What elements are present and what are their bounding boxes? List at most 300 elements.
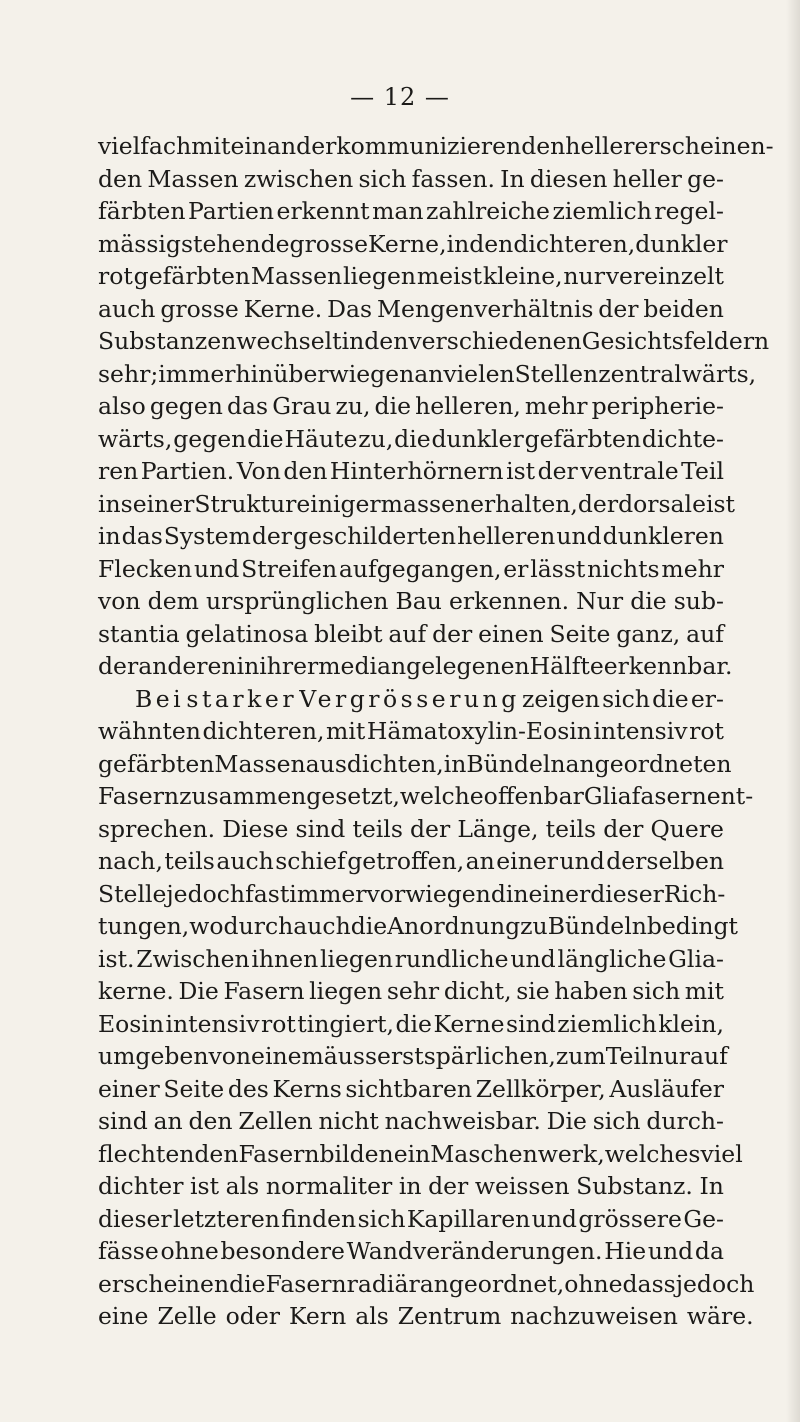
word: die bbox=[229, 1269, 266, 1298]
word: stehende bbox=[180, 229, 290, 258]
word: rot bbox=[98, 262, 133, 290]
word: sich bbox=[357, 1204, 406, 1233]
word: starker bbox=[186, 684, 298, 713]
text-line bbox=[98, 358, 757, 391]
word: Partien. bbox=[140, 457, 235, 485]
word: erkennt bbox=[276, 197, 370, 225]
word: ren bbox=[98, 457, 139, 485]
word: wechselt bbox=[236, 327, 342, 355]
text-line bbox=[98, 260, 724, 293]
word: Bei bbox=[135, 684, 185, 713]
word: auch bbox=[216, 847, 274, 875]
word: Bündeln bbox=[547, 912, 647, 940]
word: des bbox=[227, 1074, 269, 1103]
word: Zelle bbox=[157, 1302, 217, 1330]
word: Glia- bbox=[668, 944, 724, 973]
word: Seite bbox=[163, 1074, 225, 1103]
word: rot bbox=[689, 717, 724, 745]
word: dichte- bbox=[641, 424, 724, 453]
word: in bbox=[398, 1172, 422, 1200]
word: sehr bbox=[386, 977, 440, 1005]
word: als bbox=[225, 1172, 260, 1200]
word: dicht, bbox=[443, 977, 512, 1005]
word: einer bbox=[98, 1074, 160, 1103]
word: zu bbox=[520, 912, 548, 940]
word: ist bbox=[190, 1172, 220, 1200]
word: in bbox=[98, 522, 121, 550]
word: durch- bbox=[646, 1107, 724, 1135]
word: dass bbox=[622, 1269, 676, 1298]
word: welche bbox=[399, 782, 484, 810]
text-line bbox=[98, 1203, 724, 1236]
word: und bbox=[647, 1237, 694, 1265]
word: fast bbox=[245, 879, 290, 908]
word: Diese bbox=[222, 814, 289, 843]
word: dichteren, bbox=[202, 717, 325, 745]
word: nur bbox=[563, 262, 605, 290]
word: grosse bbox=[160, 294, 239, 323]
word: Nur bbox=[576, 587, 624, 615]
word: vorwiegend bbox=[366, 879, 506, 908]
word: fässe bbox=[98, 1237, 159, 1265]
text-line bbox=[98, 1008, 724, 1041]
word: jedoch bbox=[166, 879, 246, 908]
word: an bbox=[414, 359, 444, 388]
word: klein, bbox=[658, 1009, 724, 1038]
word: weissen bbox=[474, 1172, 570, 1200]
word: auch bbox=[293, 912, 351, 940]
word: helleren bbox=[457, 522, 556, 550]
word: an bbox=[153, 1107, 183, 1135]
word: in bbox=[341, 327, 365, 355]
word: zeigen bbox=[521, 684, 600, 713]
word: Grau bbox=[272, 392, 332, 420]
text-line bbox=[98, 390, 724, 423]
word: oder bbox=[225, 1302, 280, 1330]
word: der bbox=[251, 522, 293, 550]
text-line bbox=[98, 1300, 754, 1333]
word: haben bbox=[554, 977, 628, 1005]
word: zum bbox=[555, 1042, 606, 1070]
word: und bbox=[531, 1204, 577, 1233]
word: grössere bbox=[578, 1204, 682, 1233]
word: aufgegangen, bbox=[338, 554, 502, 583]
word: dunkler bbox=[635, 229, 728, 258]
word: In bbox=[500, 164, 525, 193]
word: in bbox=[446, 229, 470, 258]
word: Fasern bbox=[223, 977, 305, 1005]
word: normaliter bbox=[265, 1172, 393, 1200]
word: seiner bbox=[120, 489, 195, 518]
word: Zellkörper, bbox=[475, 1074, 606, 1103]
word: der bbox=[603, 814, 644, 843]
word: dichteren, bbox=[513, 229, 636, 258]
word: zu, bbox=[335, 392, 371, 420]
word: bedingt bbox=[646, 912, 738, 940]
word: Streifen bbox=[241, 554, 338, 583]
word: umgeben bbox=[98, 1042, 209, 1070]
word: mit bbox=[326, 717, 366, 745]
text-line bbox=[98, 1235, 724, 1268]
word: Häute bbox=[284, 424, 358, 453]
word: Die bbox=[546, 1107, 587, 1135]
word: stantia bbox=[98, 619, 180, 648]
word: sich bbox=[632, 977, 681, 1005]
word: Hämatoxylin-Eosin bbox=[366, 717, 592, 745]
word: wodurch bbox=[189, 912, 294, 940]
word: intensiv bbox=[165, 1009, 260, 1038]
word: heller bbox=[565, 132, 635, 160]
word: als bbox=[355, 1302, 389, 1330]
word: bilden bbox=[319, 1139, 394, 1168]
word: liegen bbox=[319, 944, 394, 973]
word: gegen bbox=[149, 392, 223, 420]
word: sprechen. bbox=[98, 814, 216, 843]
word: immer bbox=[289, 879, 367, 908]
text-line bbox=[98, 163, 724, 196]
word: die bbox=[350, 912, 388, 940]
text-line bbox=[98, 325, 770, 358]
word: und bbox=[510, 944, 556, 973]
word: er bbox=[503, 554, 529, 583]
word: den bbox=[188, 1107, 233, 1135]
text-line bbox=[98, 650, 733, 683]
word: ziemlich bbox=[557, 1009, 657, 1038]
word: erscheinen- bbox=[634, 132, 774, 160]
word: dem bbox=[147, 587, 199, 615]
text-line bbox=[98, 1268, 755, 1301]
word: teils bbox=[164, 847, 215, 875]
word: erscheinen bbox=[98, 1269, 230, 1298]
word: Zwischen bbox=[136, 944, 250, 973]
word: Von bbox=[236, 457, 281, 485]
word: Bündeln bbox=[466, 749, 566, 778]
word: zusammengesetzt, bbox=[179, 782, 400, 810]
word: radiär bbox=[346, 1269, 420, 1298]
word: Das bbox=[327, 294, 373, 323]
word: liegen bbox=[309, 977, 383, 1005]
word: Rich- bbox=[663, 879, 726, 908]
word: Fasern bbox=[98, 782, 180, 810]
text-line bbox=[98, 1105, 724, 1138]
text-line bbox=[98, 975, 724, 1008]
text-line bbox=[98, 1170, 724, 1203]
word: mehr bbox=[524, 392, 588, 420]
word: Gesichtsfeldern bbox=[581, 327, 770, 355]
word: ventrale bbox=[580, 457, 679, 485]
word: eine bbox=[98, 1302, 149, 1330]
word: und bbox=[194, 554, 240, 583]
word: Wandveränderungen. bbox=[346, 1237, 603, 1265]
word: helleren, bbox=[415, 392, 521, 420]
word: ursprünglichen bbox=[205, 587, 389, 615]
word: der bbox=[537, 457, 578, 485]
word: anderen bbox=[138, 652, 237, 680]
word: Quere bbox=[650, 814, 724, 843]
word: den bbox=[469, 229, 514, 258]
word: Ge- bbox=[683, 1204, 724, 1233]
word: vielfach bbox=[98, 132, 192, 160]
word: sich bbox=[358, 164, 407, 193]
word: spärlichen, bbox=[423, 1042, 556, 1070]
word: miteinander bbox=[191, 132, 337, 160]
word: fassen. bbox=[411, 164, 495, 193]
word: man bbox=[372, 197, 424, 225]
word: Partien bbox=[188, 197, 275, 225]
word: jedoch bbox=[675, 1269, 755, 1298]
word: Anordnung bbox=[387, 912, 521, 940]
word: mit bbox=[684, 977, 724, 1005]
word: teils bbox=[545, 814, 597, 843]
word: von bbox=[98, 587, 141, 615]
word: Massen bbox=[147, 164, 239, 193]
word: ganz, bbox=[616, 619, 681, 648]
word: sich bbox=[592, 1107, 641, 1135]
word: Struktur bbox=[194, 489, 297, 518]
word: da bbox=[694, 1237, 724, 1265]
word: den bbox=[98, 164, 143, 193]
word: an bbox=[465, 847, 495, 875]
word: sich bbox=[602, 684, 650, 713]
word: Die bbox=[178, 977, 219, 1005]
word: einem bbox=[251, 1042, 324, 1070]
word: das bbox=[226, 392, 269, 420]
word: ent- bbox=[706, 782, 754, 810]
word: aus bbox=[305, 749, 347, 778]
word: ihnen bbox=[251, 944, 319, 973]
word: verschiedenen bbox=[408, 327, 582, 355]
word: sie bbox=[516, 977, 550, 1005]
word: auch bbox=[98, 294, 156, 323]
word: Mengenverhältnis bbox=[376, 294, 594, 323]
text-line bbox=[98, 780, 754, 813]
word: und bbox=[559, 847, 605, 875]
word: beiden bbox=[643, 294, 724, 323]
word: Vergrösserung bbox=[299, 684, 520, 713]
word: letzteren bbox=[173, 1204, 280, 1233]
word: nachweisbar. bbox=[384, 1107, 541, 1135]
word: kleine, bbox=[482, 262, 563, 290]
word: Massen bbox=[214, 749, 306, 778]
word: dunkler bbox=[431, 424, 524, 453]
word: grosse bbox=[289, 229, 368, 258]
word: nur bbox=[648, 1042, 691, 1070]
text-line bbox=[98, 423, 724, 456]
word: einer bbox=[496, 847, 558, 875]
word: ihrer bbox=[259, 652, 319, 680]
word: nach, bbox=[98, 847, 163, 875]
word: Massen bbox=[250, 262, 343, 290]
word: Kerns bbox=[272, 1074, 342, 1103]
text-line bbox=[98, 1073, 724, 1106]
word: gefärbten bbox=[98, 749, 215, 778]
word: schief bbox=[275, 847, 346, 875]
text-line bbox=[98, 455, 724, 488]
word: erkennbar. bbox=[603, 652, 733, 680]
word: ist bbox=[705, 489, 736, 518]
page-edge-shadow bbox=[786, 0, 800, 1422]
word: gelegenen bbox=[406, 652, 530, 680]
word: dorsale bbox=[618, 489, 706, 518]
word: mässig bbox=[98, 229, 181, 258]
page-number: — 12 — bbox=[350, 83, 450, 111]
word: lässt bbox=[530, 554, 586, 583]
word: das bbox=[121, 522, 163, 550]
text-line bbox=[98, 910, 738, 943]
word: angeordneten bbox=[565, 749, 732, 778]
word: regel- bbox=[654, 197, 724, 225]
word: intensiv bbox=[593, 717, 688, 745]
word: sehr; bbox=[98, 359, 159, 388]
word: vereinzelt bbox=[605, 262, 724, 290]
word: der bbox=[410, 814, 451, 843]
word: in bbox=[443, 749, 467, 778]
word: Bau bbox=[395, 587, 442, 615]
word: ziemlich bbox=[552, 197, 652, 225]
word: getroffen, bbox=[347, 847, 465, 875]
word: Stelle bbox=[98, 879, 167, 908]
word: Fasern bbox=[238, 1139, 320, 1168]
word: gefärbten bbox=[133, 262, 251, 290]
word: der bbox=[428, 1172, 469, 1200]
text-line bbox=[98, 520, 724, 553]
word: tungen, bbox=[98, 912, 190, 940]
word: Kern bbox=[289, 1302, 347, 1330]
word: der bbox=[98, 652, 139, 680]
word: er- bbox=[690, 684, 724, 713]
word: median bbox=[318, 652, 407, 680]
word: Gliafasern bbox=[583, 782, 707, 810]
word: zentralwärts, bbox=[598, 359, 757, 388]
word: die bbox=[374, 392, 411, 420]
word: Flecken bbox=[98, 554, 193, 583]
word: Eosin bbox=[98, 1009, 165, 1038]
text-line bbox=[98, 130, 774, 163]
word: vielen bbox=[443, 359, 515, 388]
word: Kerne. bbox=[243, 294, 323, 323]
text-line bbox=[98, 1138, 743, 1171]
word: die bbox=[630, 587, 667, 615]
word: Stellen bbox=[514, 359, 599, 388]
word: also bbox=[98, 392, 146, 420]
word: immerhin bbox=[158, 359, 274, 388]
word: einen bbox=[478, 619, 544, 648]
word: welches bbox=[604, 1139, 701, 1168]
text-line bbox=[98, 293, 724, 326]
word: flechtenden bbox=[98, 1139, 239, 1168]
word: längliche bbox=[557, 944, 667, 973]
word: mehr bbox=[661, 554, 724, 583]
word: meist bbox=[416, 262, 483, 290]
word: Teil bbox=[681, 457, 724, 485]
word: färbten bbox=[98, 197, 186, 225]
word: rot bbox=[260, 1009, 296, 1038]
word: zwischen bbox=[243, 164, 354, 193]
word: gegen bbox=[173, 424, 247, 453]
word: System bbox=[163, 522, 251, 550]
word: Teil bbox=[605, 1042, 649, 1070]
text-line bbox=[98, 715, 724, 748]
word: ist bbox=[506, 457, 536, 485]
word: auf bbox=[388, 619, 427, 648]
word: auf bbox=[686, 619, 724, 648]
word: Hälfte bbox=[529, 652, 604, 680]
text-line bbox=[98, 553, 724, 586]
word: einigermassen bbox=[296, 489, 471, 518]
word: in bbox=[505, 879, 529, 908]
word: gelatinosa bbox=[185, 619, 309, 648]
word: heller bbox=[612, 164, 682, 193]
word: zahlreiche bbox=[426, 197, 550, 225]
word: dunkleren bbox=[602, 522, 724, 550]
word: den bbox=[283, 457, 328, 485]
word: die bbox=[247, 424, 284, 453]
word: Fasern bbox=[265, 1269, 347, 1298]
word: geschilderten bbox=[293, 522, 457, 550]
word: ein bbox=[393, 1139, 431, 1168]
word: offenbar bbox=[483, 782, 584, 810]
word: liegen bbox=[342, 262, 417, 290]
text-line bbox=[98, 878, 724, 911]
word: der bbox=[598, 294, 639, 323]
word: gefärbten bbox=[524, 424, 641, 453]
word: der bbox=[577, 489, 619, 518]
text-line bbox=[98, 585, 724, 618]
word: in bbox=[236, 652, 260, 680]
word: Zellen bbox=[238, 1107, 313, 1135]
word: der bbox=[432, 619, 473, 648]
word: derselben bbox=[606, 847, 724, 875]
word: die bbox=[394, 424, 431, 453]
word: sind bbox=[98, 1107, 148, 1135]
word: dichter bbox=[98, 1172, 184, 1200]
word: tingiert, bbox=[297, 1009, 395, 1038]
word: dieser bbox=[590, 879, 664, 908]
word: rundliche bbox=[394, 944, 509, 973]
word: zu, bbox=[358, 424, 394, 453]
word: die bbox=[395, 1009, 432, 1038]
word: Maschenwerk, bbox=[430, 1139, 605, 1168]
word: Ausläufer bbox=[609, 1074, 724, 1103]
word: in bbox=[98, 489, 121, 518]
word: finden bbox=[281, 1204, 357, 1233]
word: Hinterhörnern bbox=[329, 457, 504, 485]
word: sichtbaren bbox=[345, 1074, 473, 1103]
word: dichten, bbox=[346, 749, 444, 778]
word: besondere bbox=[220, 1237, 345, 1265]
word: den bbox=[364, 327, 409, 355]
word: ohne bbox=[564, 1269, 623, 1298]
word: Zentrum bbox=[397, 1302, 502, 1330]
word: dieser bbox=[98, 1204, 172, 1233]
word: wäre. bbox=[686, 1302, 754, 1330]
word: angeordnet, bbox=[419, 1269, 565, 1298]
word: Kapillaren bbox=[406, 1204, 531, 1233]
word: erkennen. bbox=[448, 587, 570, 615]
word: Kerne, bbox=[367, 229, 447, 258]
word: einer bbox=[528, 879, 591, 908]
word: Länge, bbox=[457, 814, 539, 843]
word: viel bbox=[700, 1139, 743, 1168]
word: äusserst bbox=[323, 1042, 424, 1070]
word: bleibt bbox=[314, 619, 383, 648]
word: peripherie- bbox=[591, 392, 724, 420]
word: Substanz. bbox=[576, 1172, 693, 1200]
word: kommunizierenden bbox=[336, 132, 566, 160]
word: ist. bbox=[98, 944, 135, 973]
word: auf bbox=[690, 1042, 728, 1070]
text-line bbox=[98, 1040, 728, 1073]
